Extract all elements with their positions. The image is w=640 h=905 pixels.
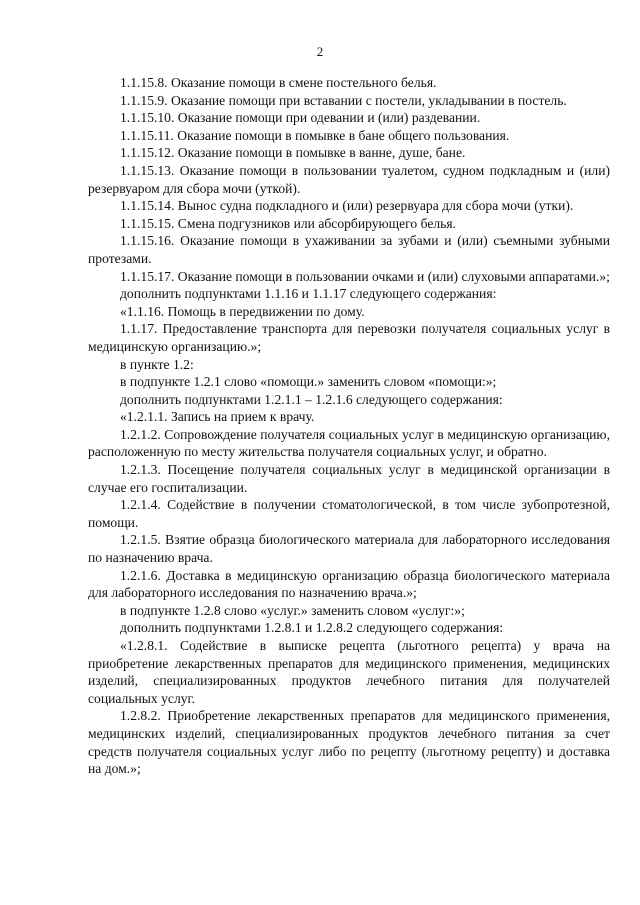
- paragraph: 1.1.15.15. Смена подгузников или абсорбирующего белья.: [120, 215, 457, 231]
- paragraph: 1.1.15.13. Оказание помощи в пользовании туалетом, судном подкладным и (или) резервуаром для сбора мочи (уткой).: [88, 162, 610, 196]
- page-number: 2: [316, 44, 324, 59]
- paragraph: 1.1.15.8. Оказание помощи в смене постельного белья.: [120, 75, 437, 90]
- paragraph: дополнить подпунктами 1.2.8.1 и 1.2.8.2 следующего содержания:: [120, 620, 504, 636]
- paragraph: «1.1.16. Помощь в передвижении по дому.: [120, 303, 365, 319]
- paragraph: 1.1.15.10. Оказание помощи при одевании и (или) раздевании.: [120, 110, 481, 126]
- paragraph: «1.2.1.1. Запись на прием к врачу.: [120, 409, 315, 425]
- paragraph: 1.2.1.5. Взятие образца биологического материала для лабораторного исследования по назначению врача.: [88, 532, 610, 566]
- paragraph: 1.2.1.3. Посещение получателя социальных услуг в медицинской организации в случае его госпитализации.: [88, 462, 610, 495]
- paragraph: в пункте 1.2:: [120, 356, 194, 372]
- paragraph: 1.1.15.11. Оказание помощи в помывке в бане общего пользования.: [120, 127, 510, 143]
- paragraph: 1.1.17. Предоставление транспорта для перевозки получателя социальных услуг в медицинскую организацию.»;: [88, 321, 610, 354]
- paragraph: дополнить подпунктами 1.2.1.1 – 1.2.1.6 следующего содержания:: [120, 391, 503, 407]
- paragraph: 1.2.1.4. Содействие в получении стоматологической, в том числе зубопротезной, помощи.: [88, 497, 610, 530]
- paragraph: 1.1.15.9. Оказание помощи при вставании с постели, укладывании в постель.: [120, 92, 567, 108]
- paragraph: дополнить подпунктами 1.1.16 и 1.1.17 следующего содержания:: [120, 286, 497, 302]
- paragraph: 1.1.15.12. Оказание помощи в помывке в ванне, душе, бане.: [120, 145, 466, 161]
- paragraph: в подпункте 1.2.1 слово «помощи.» заменить словом «помощи:»;: [120, 374, 497, 390]
- paragraph: 1.2.1.2. Сопровождение получателя социальных услуг в медицинскую организацию, расположенную по месту жительства получателя социальных услуг, и обратно.: [88, 426, 610, 460]
- document-body: [88, 74, 610, 778]
- paragraph: 1.2.1.6. Доставка в медицинскую организацию образца биологического материала для лабораторного исследования по назначению врача.»;: [88, 567, 610, 601]
- paragraph: 1.1.15.16. Оказание помощи в ухаживании за зубами и (или) съемными зубными протезами.: [88, 233, 610, 266]
- paragraph: в подпункте 1.2.8 слово «услуг.» заменить словом «услуг:»;: [120, 602, 465, 618]
- paragraph: 1.1.15.14. Вынос судна подкладного и (или) резервуара для сбора мочи (утки).: [120, 198, 574, 214]
- paragraph: «1.2.8.1. Содействие в выписке рецепта (льготного рецепта) у врача на приобретение лекарственных препаратов для медицинского применения, медицинских изделий, специализированных продуктов лечебного питания для получателей социальных услуг.: [88, 638, 610, 706]
- paragraph: 1.2.8.2. Приобретение лекарственных препаратов для медицинского применения, медицинских изделий, специализированных продуктов лечебного питания за счет средств получателя социальных услуг либо по рецепту (льготному рецепту) и доставка на дом.»;: [88, 708, 610, 777]
- paragraph: 1.1.15.17. Оказание помощи в пользовании очками и (или) слуховыми аппаратами.»;: [120, 268, 610, 284]
